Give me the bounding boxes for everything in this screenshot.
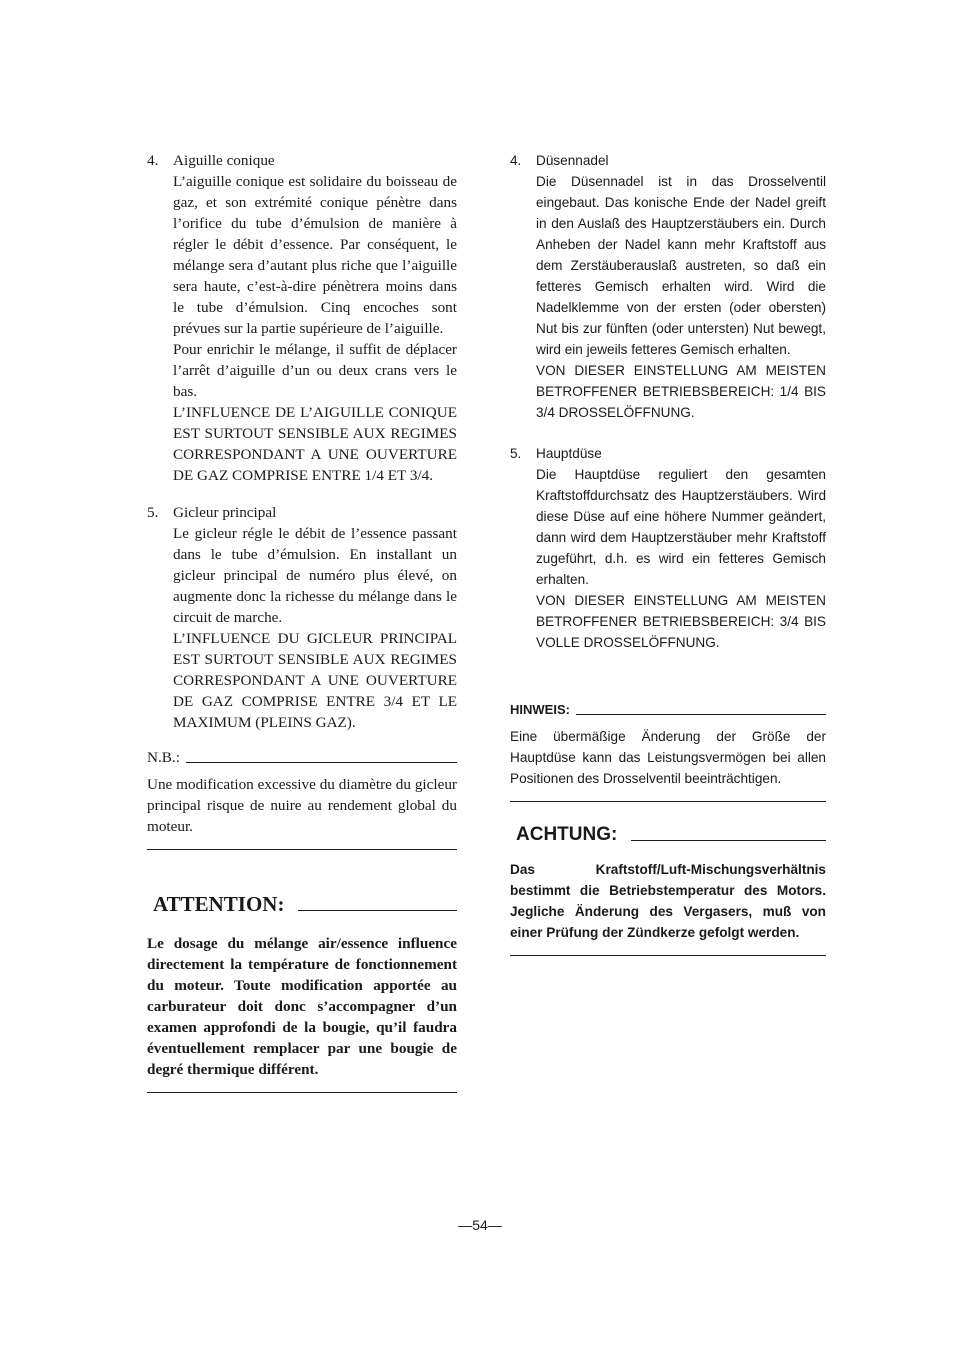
german-note-heading [510, 699, 826, 720]
item-title: Hauptdüse [536, 446, 602, 461]
item-number: 4. [147, 152, 159, 169]
page-number: —54— [458, 1217, 502, 1233]
german-warning-heading [510, 824, 826, 845]
item-number: 5. [147, 504, 159, 521]
french-note-text: Une modification excessive du diamètre du gicleur principal risque de nuire au rendement global du moteur. [147, 776, 457, 835]
french-item-4 [147, 150, 457, 486]
warning-rule [298, 910, 457, 911]
french-warning-text: Le dosage du mélange air/essence influence directement la température de fonctionnement du moteur. Toute modification apportée au carburateur doit donc s’accompagner d’un examen approfondi de la bougie, qu’il faudra éventuellement remplacer par une bougie de degré thermique différent. [147, 935, 457, 1078]
item-number: 4. [510, 153, 522, 168]
item-number: 5. [510, 446, 522, 461]
german-item-5 [510, 443, 826, 653]
german-item-4 [510, 150, 826, 423]
french-note-end-rule [147, 849, 457, 850]
warning-rule [631, 840, 826, 841]
german-note-end-rule [510, 801, 826, 802]
item-caps-note: VON DIESER EINSTELLUNG AM MEISTEN BETROFFENER BETRIEBSBEREICH: 3/4 BIS VOLLE DROSSELÖFFNUNG. [536, 593, 826, 650]
item-text-2: Pour enrichir le mélange, il suffit de déplacer l’arrêt d’aiguille d’un ou deux crans vers le bas. [173, 341, 457, 400]
item-text: Le gicleur régle le débit de l’essence passant dans le tube d’émulsion. En installant un gicleur principal de numéro plus élevé, on augmente donc la richesse du mélange dans le circuit de marche. [173, 525, 457, 626]
german-note-text: Eine übermäßige Änderung der Größe der Hauptdüse kann das Leistungsvermögen bei allen Positionen des Drosselventil beeinträchtigen. [510, 729, 826, 786]
german-column [510, 150, 826, 956]
item-title: Aiguille conique [173, 152, 275, 169]
german-warning-end-rule [510, 955, 826, 956]
item-text: L’aiguille conique est solidaire du boisseau de gaz, et son extrémité conique pénètre dans l’orifice du tube d’émulsion de manière à régler le débit d’essence. Par conséquent, le mélange sera d’autant plus riche que l’aiguille sera haute, c’est-à-dire pénètrera moins dans le tube d’émulsion. Cinq encoches sont prévues sur la partie supérieure de l’aiguille. [173, 173, 457, 337]
note-rule [186, 762, 457, 763]
warning-label: ACHTUNG: [516, 824, 618, 845]
german-warning-text: Das Kraftstoff/Luft-Mischungsverhältnis bestimmt die Betriebstemperatur des Motors. Jegliche Änderung des Vergasers, muß von einer Prüfung der Zündkerze gefolgt werden. [510, 862, 826, 940]
item-title: Düsennadel [536, 153, 609, 168]
french-item-5 [147, 502, 457, 733]
note-label: HINWEIS: [510, 702, 570, 717]
french-column [147, 150, 457, 1093]
note-label: N.B.: [147, 749, 180, 766]
item-title: Gicleur principal [173, 504, 277, 521]
french-warning-end-rule [147, 1092, 457, 1093]
note-rule [576, 714, 826, 715]
french-warning-heading [147, 894, 457, 915]
french-note-heading [147, 747, 457, 768]
item-text: Die Hauptdüse reguliert den gesamten Kraftstoffdurchsatz des Hauptzerstäubers. Wird diese Düse auf eine höhere Nummer geändert, dann wird dem Hauptzerstäuber mehr Kraftstoff zugeführt, d.h. es wird ein fetteres Gemisch erhalten. [536, 467, 826, 587]
warning-label: ATTENTION: [153, 892, 285, 916]
item-caps-note: L’INFLUENCE DE L’AIGUILLE CONIQUE EST SURTOUT SENSIBLE AUX REGIMES CORRESPONDANT A UNE OUVERTURE DE GAZ COMPRISE ENTRE 1/4 ET 3/4. [173, 404, 457, 484]
item-caps-note: VON DIESER EINSTELLUNG AM MEISTEN BETROFFENER BETRIEBSBEREICH: 1/4 BIS 3/4 DROSSELÖFFNUNG. [536, 363, 826, 420]
item-caps-note: L’INFLUENCE DU GICLEUR PRINCIPAL EST SURTOUT SENSIBLE AUX REGIMES CORRESPONDANT A UNE OUVERTURE DE GAZ COMPRISE ENTRE 3/4 ET LE MAXIMUM (PLEINS GAZ). [173, 630, 457, 731]
item-text: Die Düsennadel ist in das Drosselventil eingebaut. Das konische Ende der Nadel greift in den Auslaß des Hauptzerstäubers ein. Durch Anheben der Nadel kann mehr Kraftstoff aus dem Zerstäuberauslaß austreten, so daß ein fetteres Gemisch erhalten wird. Wird die Nadelklemme von der ersten (oder obersten) Nut bis zur fünften (oder untersten) Nut bewegt, wird ein jeweils fetteres Gemisch erhalten. [536, 174, 826, 357]
